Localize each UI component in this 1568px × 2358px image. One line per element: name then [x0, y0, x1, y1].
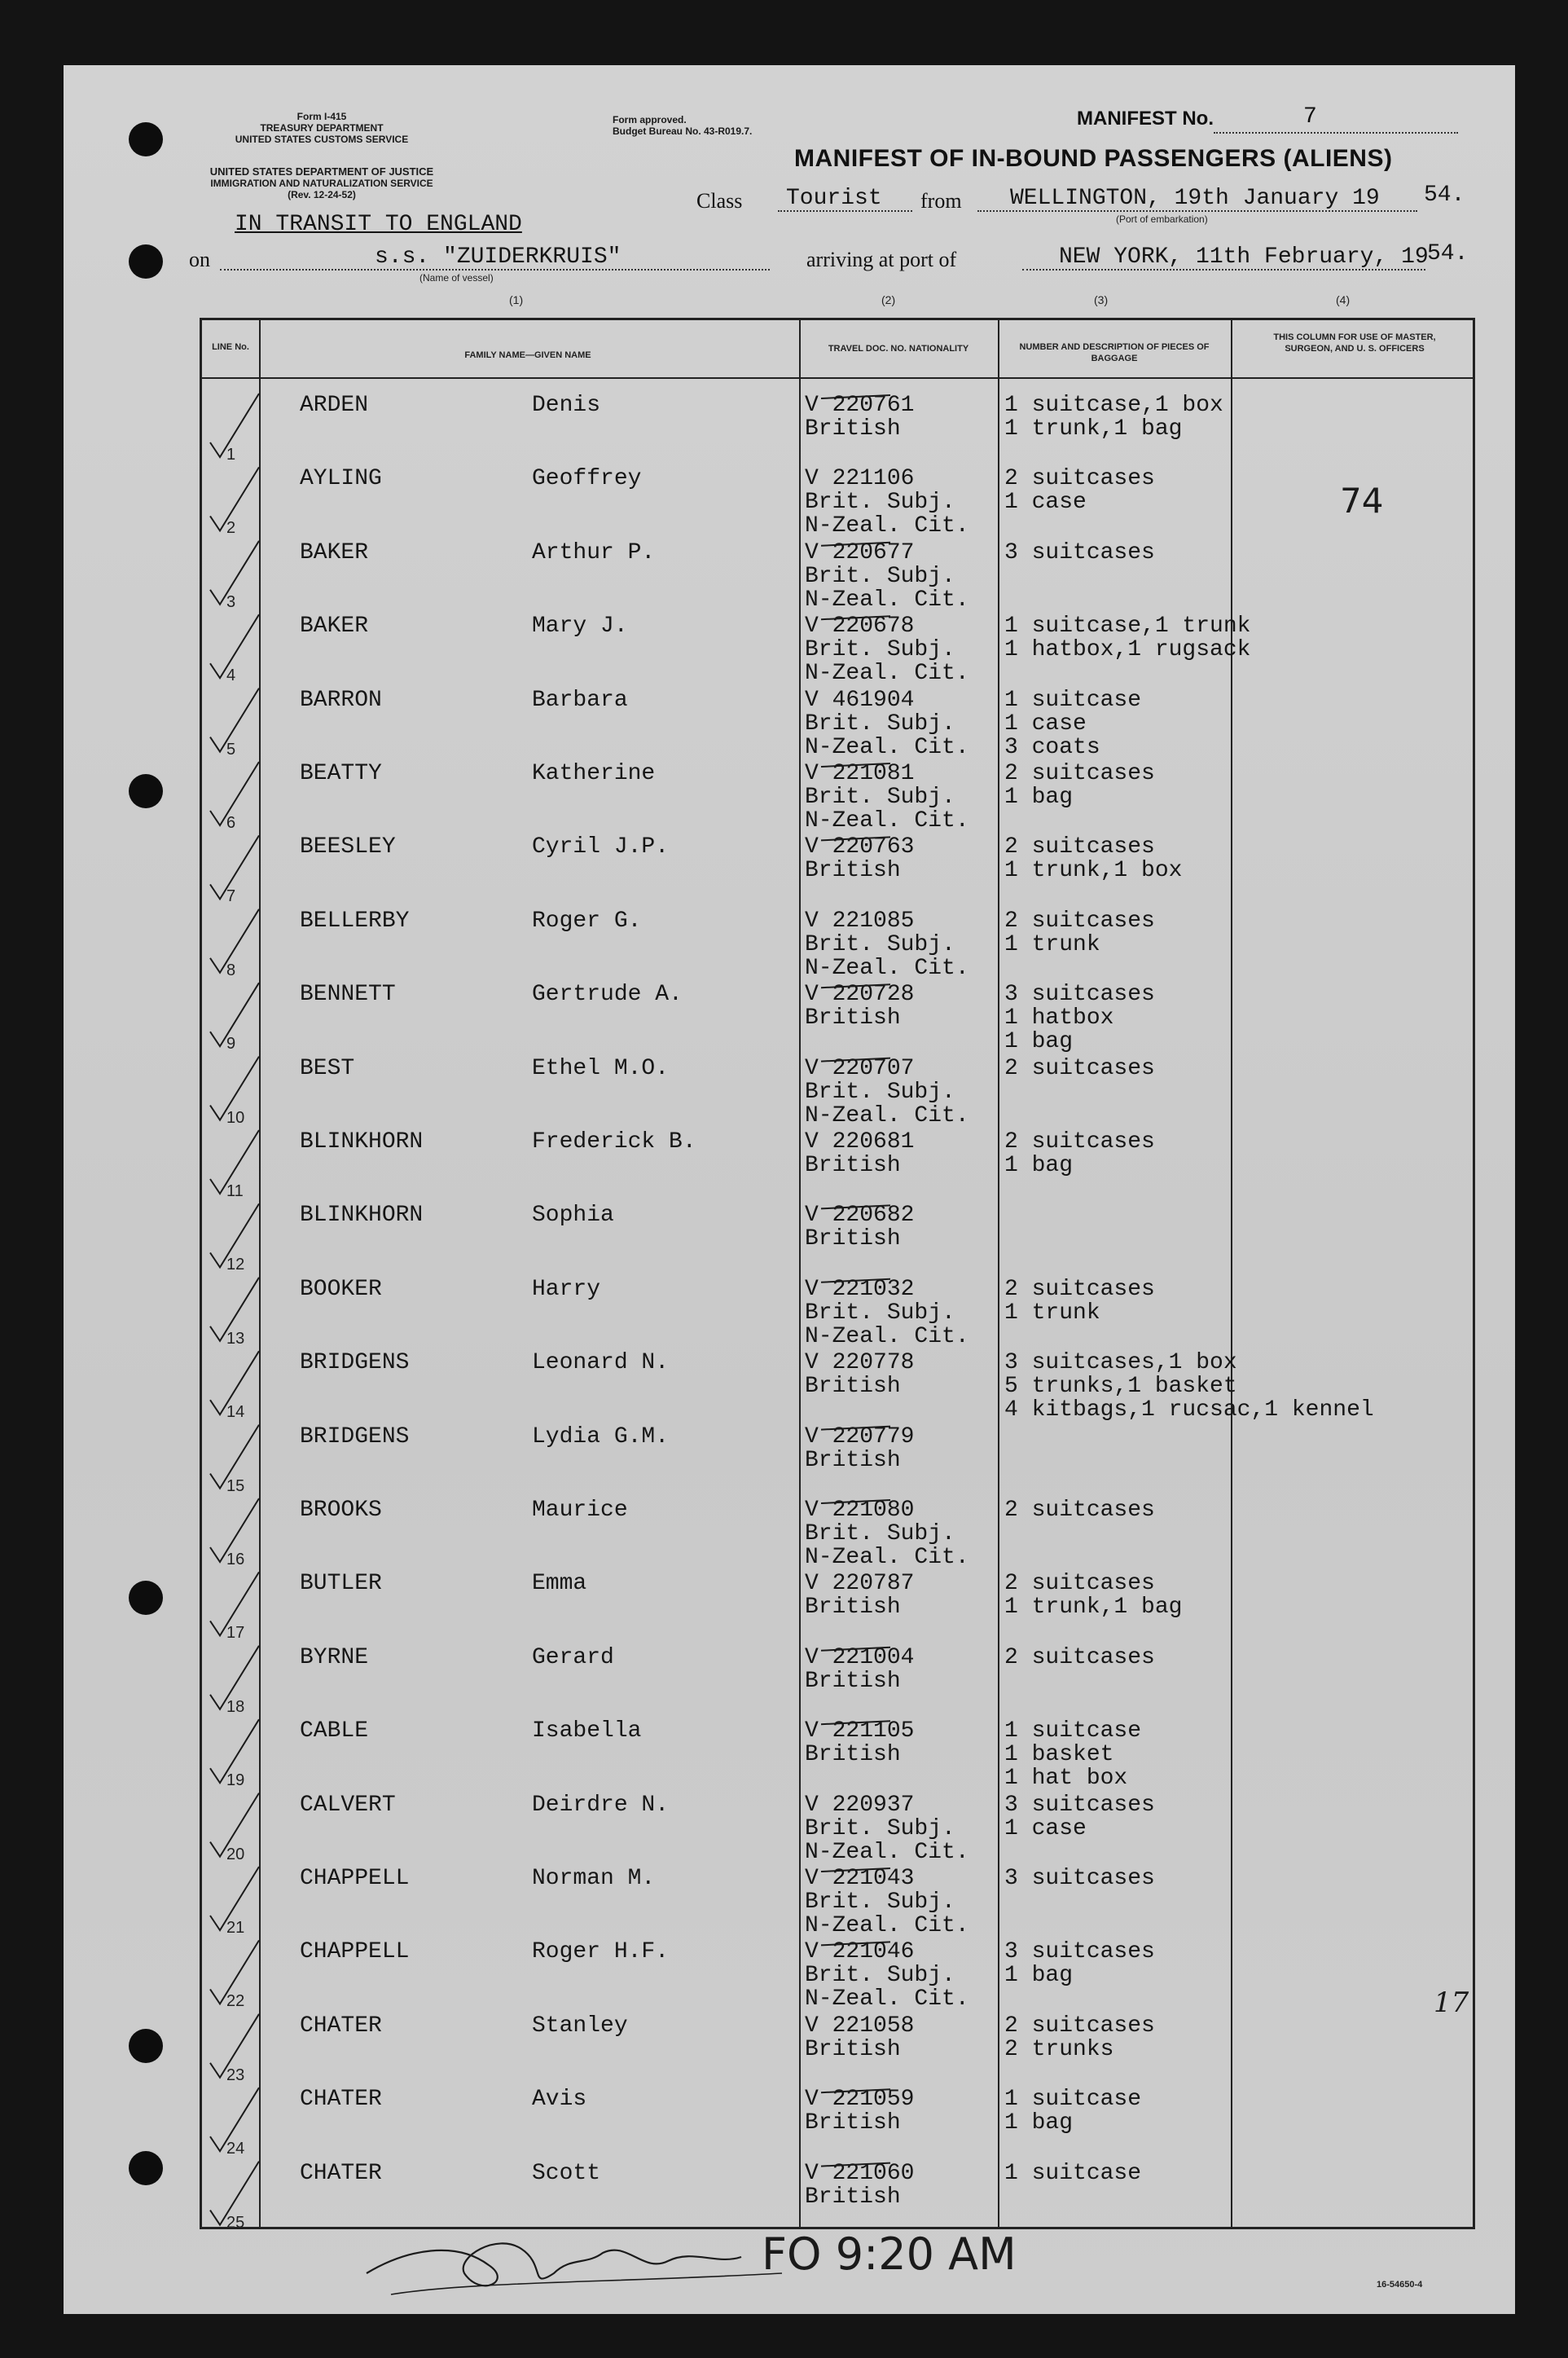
baggage-line: 2 suitcases: [1004, 1129, 1155, 1155]
family-name: BEESLEY: [300, 834, 396, 860]
travel-doc-line: British: [805, 2110, 901, 2136]
family-name: BELLERBY: [300, 908, 410, 934]
travel-doc-line: N-Zeal. Cit.: [805, 808, 969, 834]
given-name: Maurice: [532, 1498, 628, 1523]
doc-tick: [821, 1279, 890, 1282]
line-number: 4: [226, 666, 236, 685]
baggage-line: 1 suitcase: [1004, 1718, 1142, 1744]
family-name: CABLE: [300, 1718, 369, 1744]
arriving-label: arriving at port of: [806, 248, 957, 271]
baggage-line: 3 suitcases: [1004, 1792, 1155, 1818]
column-number-2: (2): [881, 293, 896, 306]
family-name: CHAPPELL: [300, 1866, 410, 1891]
given-name: Sophia: [532, 1203, 614, 1229]
baggage-line: 1 bag: [1004, 1153, 1074, 1178]
given-name: Avis: [532, 2087, 587, 2113]
column-header-officers: THIS COLUMN FOR USE OF MASTER, SURGEON, AND U. S. OFFICERS: [1273, 332, 1436, 354]
form-agency-block: [187, 111, 456, 145]
given-name: Stanley: [532, 2013, 628, 2039]
class-rule: [778, 210, 912, 212]
baggage-line: 3 suitcases,1 box: [1004, 1350, 1237, 1376]
travel-doc-line: V 220761: [805, 393, 915, 418]
binder-hole: [129, 774, 163, 808]
family-name: CHATER: [300, 2013, 382, 2039]
doc-tick: [821, 1942, 890, 1945]
embarkation-caption: (Port of embarkation): [1116, 213, 1208, 225]
doc-tick: [821, 1868, 890, 1872]
line-number: 25: [226, 2213, 245, 2232]
travel-doc-line: British: [805, 1153, 901, 1178]
arrival-year: 54.: [1427, 241, 1469, 266]
form-number: Form I-415: [296, 111, 347, 122]
travel-doc-line: Brit. Subj.: [805, 563, 955, 589]
vessel-name: s.s. "ZUIDERKRUIS": [375, 244, 621, 270]
given-name: Katherine: [532, 761, 656, 786]
doc-tick: [821, 1427, 890, 1430]
baggage-line: 1 hat box: [1004, 1766, 1128, 1792]
travel-doc-line: N-Zeal. Cit.: [805, 1913, 969, 1938]
travel-doc-line: N-Zeal. Cit.: [805, 1545, 969, 1570]
travel-doc-line: N-Zeal. Cit.: [805, 587, 969, 613]
family-name: AYLING: [300, 466, 382, 492]
travel-doc-line: V 220728: [805, 982, 915, 1008]
check-tick: [210, 1867, 259, 1930]
travel-doc-line: British: [805, 1668, 901, 1694]
baggage-line: 3 suitcases: [1004, 1866, 1155, 1891]
line-number: 2: [226, 519, 236, 538]
binder-hole: [129, 2029, 163, 2063]
check-tick: [210, 1498, 259, 1562]
baggage-line: 1 case: [1004, 710, 1087, 737]
travel-doc-line: N-Zeal. Cit.: [805, 1986, 969, 2013]
baggage-line: 3 suitcases: [1004, 1939, 1155, 1965]
family-name: BAKER: [300, 614, 369, 640]
travel-doc-line: Brit. Subj.: [805, 637, 955, 663]
travel-doc-line: Brit. Subj.: [805, 1963, 955, 1989]
line-number: 20: [226, 1845, 245, 1863]
doc-tick: [821, 2089, 890, 2092]
baggage-line: 1 case: [1004, 1815, 1087, 1841]
family-name: CHATER: [300, 2160, 382, 2186]
approval-block: [613, 114, 881, 137]
travel-doc-line: N-Zeal. Cit.: [805, 1839, 969, 1865]
travel-doc-line: V 221106: [805, 466, 915, 492]
baggage-line: 1 suitcase: [1004, 687, 1142, 713]
doc-tick: [821, 1205, 890, 1208]
family-name: ARDEN: [300, 393, 369, 418]
officer-signature: [358, 2216, 831, 2314]
form-justice-block: [187, 166, 456, 200]
family-name: BOOKER: [300, 1276, 382, 1302]
line-number: 17: [226, 1624, 245, 1643]
travel-doc-line: Brit. Subj.: [805, 1889, 955, 1915]
baggage-line: 1 trunk: [1004, 1300, 1100, 1326]
travel-doc-line: V 220707: [805, 1055, 915, 1081]
manifest-number-rule: [1214, 132, 1458, 134]
check-tick: [210, 1572, 259, 1635]
travel-doc-line: V 220778: [805, 1350, 915, 1376]
column-number-3: (3): [1094, 293, 1109, 306]
given-name: Ethel M.O.: [532, 1055, 670, 1081]
family-name: BRIDGENS: [300, 1423, 410, 1450]
arrival-rule: [1022, 269, 1425, 271]
line-number: 8: [226, 961, 236, 979]
family-name: BLINKHORN: [300, 1129, 424, 1155]
doc-tick: [821, 1500, 890, 1503]
travel-doc-line: Brit. Subj.: [805, 1521, 955, 1546]
check-tick: [210, 983, 259, 1046]
travel-doc-line: Brit. Subj.: [805, 1300, 955, 1326]
checkmark-overlay: [202, 320, 1473, 2227]
footer-timestamp: FO 9:20 AM: [762, 2228, 1017, 2280]
baggage-line: 1 trunk,1 bag: [1004, 416, 1183, 442]
travel-doc-line: V 220677: [805, 539, 915, 565]
binder-hole: [129, 1581, 163, 1615]
baggage-line: 1 trunk,1 box: [1004, 858, 1183, 884]
baggage-line: 1 suitcase: [1004, 2160, 1142, 2186]
travel-doc-line: V 220763: [805, 834, 915, 860]
baggage-line: 2 suitcases: [1004, 908, 1155, 934]
travel-doc-line: N-Zeal. Cit.: [805, 1323, 969, 1349]
baggage-line: 2 suitcases: [1004, 761, 1155, 786]
baggage-line: 2 suitcases: [1004, 834, 1155, 860]
family-name: BEST: [300, 1055, 355, 1081]
baggage-line: 3 suitcases: [1004, 982, 1155, 1008]
line-number: 19: [226, 1771, 245, 1790]
travel-doc-line: V 220682: [805, 1203, 915, 1229]
travel-doc-line: British: [805, 416, 901, 442]
given-name: Roger H.F.: [532, 1939, 670, 1965]
line-number: 21: [226, 1919, 245, 1937]
family-name: CALVERT: [300, 1792, 396, 1818]
doc-tick: [821, 2163, 890, 2167]
line-number: 16: [226, 1551, 245, 1568]
baggage-line: 1 case: [1004, 490, 1087, 516]
baggage-line: 3 coats: [1004, 734, 1100, 760]
family-name: BYRNE: [300, 1644, 369, 1670]
line-number: 13: [226, 1329, 245, 1348]
given-name: Gerard: [532, 1644, 614, 1670]
doc-tick: [821, 837, 890, 840]
check-tick: [210, 2087, 259, 2151]
travel-doc-line: Brit. Subj.: [805, 1079, 955, 1105]
on-label: on: [189, 248, 210, 271]
immigration-service: IMMIGRATION AND NATURALIZATION SERVICE: [210, 178, 433, 189]
travel-doc-line: V 220937: [805, 1792, 915, 1818]
baggage-line: 2 suitcases: [1004, 1276, 1155, 1302]
check-tick: [210, 2014, 259, 2078]
baggage-line: 1 suitcase,1 trunk: [1004, 614, 1251, 640]
travel-doc-line: British: [805, 1226, 901, 1252]
line-number: 22: [226, 1992, 245, 2011]
given-name: Mary J.: [532, 614, 628, 640]
column-header-doc: TRAVEL DOC. NO. NATIONALITY: [828, 344, 969, 354]
travel-doc-line: British: [805, 2184, 901, 2210]
travel-doc-line: British: [805, 1595, 901, 1621]
check-tick: [210, 835, 259, 899]
arrival-value: NEW YORK, 11th February, 19: [1059, 244, 1429, 270]
baggage-line: 2 trunks: [1004, 2036, 1114, 2062]
embarkation-value: WELLINGTON, 19th January 19: [1010, 186, 1380, 211]
travel-doc-line: Brit. Subj.: [805, 785, 955, 810]
travel-doc-line: British: [805, 1742, 901, 1768]
line-number: 1: [226, 446, 236, 464]
family-name: BEATTY: [300, 761, 382, 786]
check-tick: [210, 909, 259, 973]
binder-hole: [129, 122, 163, 156]
travel-doc-line: British: [805, 858, 901, 884]
line-number: 7: [226, 887, 236, 906]
family-name: CHATER: [300, 2087, 382, 2113]
travel-doc-line: British: [805, 1447, 901, 1473]
revision-date: (Rev. 12-24-52): [288, 189, 356, 200]
doc-tick: [821, 395, 890, 398]
baggage-line: 2 suitcases: [1004, 1644, 1155, 1670]
doc-tick: [821, 1058, 890, 1062]
check-tick: [210, 1130, 259, 1194]
travel-doc-line: V 221085: [805, 908, 915, 934]
line-number: 18: [226, 1697, 245, 1716]
travel-doc-line: V 461904: [805, 687, 915, 713]
baggage-line: 2 suitcases: [1004, 1055, 1155, 1081]
line-number: 15: [226, 1476, 245, 1495]
justice-dept: UNITED STATES DEPARTMENT OF JUSTICE: [209, 165, 434, 178]
family-name: BENNETT: [300, 982, 396, 1008]
baggage-line: 2 suitcases: [1004, 466, 1155, 492]
baggage-line: 1 hatbox,1 rugsack: [1004, 637, 1251, 663]
manifest-number-value: 7: [1303, 104, 1317, 130]
travel-doc-line: N-Zeal. Cit.: [805, 513, 969, 539]
binder-hole: [129, 244, 163, 279]
line-number: 9: [226, 1035, 236, 1054]
check-tick: [210, 1425, 259, 1489]
given-name: Leonard N.: [532, 1350, 670, 1376]
baggage-line: 1 trunk: [1004, 931, 1100, 957]
baggage-line: 1 bag: [1004, 1029, 1074, 1055]
check-tick: [210, 688, 259, 752]
baggage-line: 4 kitbags,1 rucsac,1 kennel: [1004, 1397, 1374, 1423]
column-number-4: (4): [1336, 293, 1351, 306]
travel-doc-line: V 221105: [805, 1718, 915, 1744]
doc-tick: [821, 1648, 890, 1651]
baggage-line: 1 suitcase,1 box: [1004, 393, 1223, 418]
baggage-line: 2 suitcases: [1004, 2013, 1155, 2039]
travel-doc-line: British: [805, 1005, 901, 1032]
given-name: Lydia G.M.: [532, 1423, 670, 1450]
baggage-line: 1 suitcase: [1004, 2087, 1142, 2113]
given-name: Gertrude A.: [532, 982, 683, 1008]
check-tick: [210, 467, 259, 530]
line-number: 11: [226, 1182, 244, 1200]
baggage-line: 1 bag: [1004, 785, 1074, 810]
budget-bureau: Budget Bureau No. 43-R019.7.: [613, 125, 753, 137]
line-number: 14: [226, 1403, 245, 1422]
travel-doc-line: V 221058: [805, 2013, 915, 2039]
travel-doc-line: N-Zeal. Cit.: [805, 661, 969, 687]
passenger-table: [200, 318, 1475, 2232]
travel-doc-line: V 220681: [805, 1129, 915, 1155]
margin-note: 17: [1434, 1986, 1469, 2019]
travel-doc-line: V 221004: [805, 1644, 915, 1670]
travel-doc-line: V 220779: [805, 1423, 915, 1450]
travel-doc-line: N-Zeal. Cit.: [805, 955, 969, 981]
travel-doc-line: V 221081: [805, 761, 915, 786]
travel-doc-line: Brit. Subj.: [805, 490, 955, 516]
travel-doc-line: British: [805, 1374, 901, 1400]
check-tick: [210, 1719, 259, 1783]
family-name: BARRON: [300, 687, 382, 713]
travel-doc-line: V 221080: [805, 1498, 915, 1523]
embarkation-rule: [977, 210, 1417, 212]
family-name: BRIDGENS: [300, 1350, 410, 1376]
check-tick: [210, 1646, 259, 1709]
baggage-line: 1 hatbox: [1004, 1005, 1114, 1032]
given-name: Norman M.: [532, 1866, 656, 1891]
check-tick: [210, 541, 259, 605]
baggage-line: 1 bag: [1004, 2110, 1074, 2136]
travel-doc-line: V 221059: [805, 2087, 915, 2113]
check-tick: [210, 1351, 259, 1414]
check-tick: [210, 762, 259, 825]
given-name: Deirdre N.: [532, 1792, 670, 1818]
baggage-line: 1 basket: [1004, 1742, 1114, 1768]
check-tick: [210, 1203, 259, 1267]
travel-doc-line: V 220787: [805, 1571, 915, 1597]
column-header-line: LINE No.: [212, 342, 249, 352]
doc-tick: [821, 543, 890, 546]
given-name: Frederick B.: [532, 1129, 696, 1155]
vessel-caption: (Name of vessel): [419, 272, 494, 284]
check-tick: [210, 614, 259, 678]
given-name: Isabella: [532, 1718, 642, 1744]
given-name: Harry: [532, 1276, 601, 1302]
class-label: Class: [696, 189, 743, 213]
department-name: TREASURY DEPARTMENT: [260, 122, 384, 134]
binder-hole: [129, 2151, 163, 2185]
check-tick: [210, 1793, 259, 1857]
family-name: BUTLER: [300, 1571, 382, 1597]
given-name: Cyril J.P.: [532, 834, 670, 860]
travel-doc-line: British: [805, 2036, 901, 2062]
line-number: 23: [226, 2065, 245, 2084]
travel-doc-line: Brit. Subj.: [805, 1815, 955, 1841]
line-number: 3: [226, 592, 236, 611]
doc-tick: [821, 984, 890, 988]
given-name: Emma: [532, 1571, 587, 1597]
check-tick: [210, 1940, 259, 2004]
form-print-code: 16-54650-4: [1377, 2280, 1423, 2290]
travel-doc-line: V 221032: [805, 1276, 915, 1302]
travel-doc-line: V 221060: [805, 2160, 915, 2186]
family-name: BLINKHORN: [300, 1203, 424, 1229]
family-name: BROOKS: [300, 1498, 382, 1523]
travel-doc-line: Brit. Subj.: [805, 710, 955, 737]
line-number: 5: [226, 740, 236, 759]
baggage-line: 1 bag: [1004, 1963, 1074, 1989]
manifest-number-label: MANIFEST No.: [1077, 108, 1214, 130]
travel-doc-line: V 221046: [805, 1939, 915, 1965]
given-name: Scott: [532, 2160, 601, 2186]
baggage-line: 2 suitcases: [1004, 1498, 1155, 1523]
doc-tick: [821, 1721, 890, 1724]
baggage-line: 2 suitcases: [1004, 1571, 1155, 1597]
given-name: Geoffrey: [532, 466, 642, 492]
check-tick: [210, 394, 259, 457]
baggage-line: 5 trunks,1 basket: [1004, 1374, 1237, 1400]
check-tick: [210, 2162, 259, 2225]
service-name: UNITED STATES CUSTOMS SERVICE: [235, 134, 409, 145]
travel-doc-line: N-Zeal. Cit.: [805, 734, 969, 760]
form-approved: Form approved.: [613, 114, 687, 125]
embarkation-year: 54.: [1424, 183, 1465, 208]
travel-doc-line: Brit. Subj.: [805, 931, 955, 957]
doc-tick: [821, 616, 890, 619]
line-number: 12: [226, 1256, 245, 1274]
column-header-name: FAMILY NAME—GIVEN NAME: [464, 350, 591, 360]
check-tick: [210, 1278, 259, 1341]
baggage-line: 3 suitcases: [1004, 539, 1155, 565]
travel-doc-line: V 220678: [805, 614, 915, 640]
from-label: from: [920, 189, 962, 213]
class-value: Tourist: [786, 186, 882, 211]
doc-tick: [821, 763, 890, 767]
given-name: Roger G.: [532, 908, 642, 934]
baggage-line: 1 trunk,1 bag: [1004, 1595, 1183, 1621]
family-name: CHAPPELL: [300, 1939, 410, 1965]
travel-doc-line: V 221043: [805, 1866, 915, 1891]
column-header-baggage: NUMBER AND DESCRIPTION OF PIECES OF BAGGAGE: [1019, 342, 1210, 363]
column-number-1: (1): [509, 293, 524, 306]
family-name: BAKER: [300, 539, 369, 565]
given-name: Denis: [532, 393, 601, 418]
page-title: MANIFEST OF IN-BOUND PASSENGERS (ALIENS): [794, 145, 1393, 172]
officer-count-note: 74: [1340, 481, 1384, 521]
check-tick: [210, 1057, 259, 1120]
line-number: 24: [226, 2140, 245, 2158]
transit-note: IN TRANSIT TO ENGLAND: [235, 212, 522, 237]
given-name: Arthur P.: [532, 539, 656, 565]
line-number: 6: [226, 814, 236, 832]
travel-doc-line: N-Zeal. Cit.: [805, 1102, 969, 1128]
line-number: 10: [226, 1108, 245, 1127]
given-name: Barbara: [532, 687, 628, 713]
